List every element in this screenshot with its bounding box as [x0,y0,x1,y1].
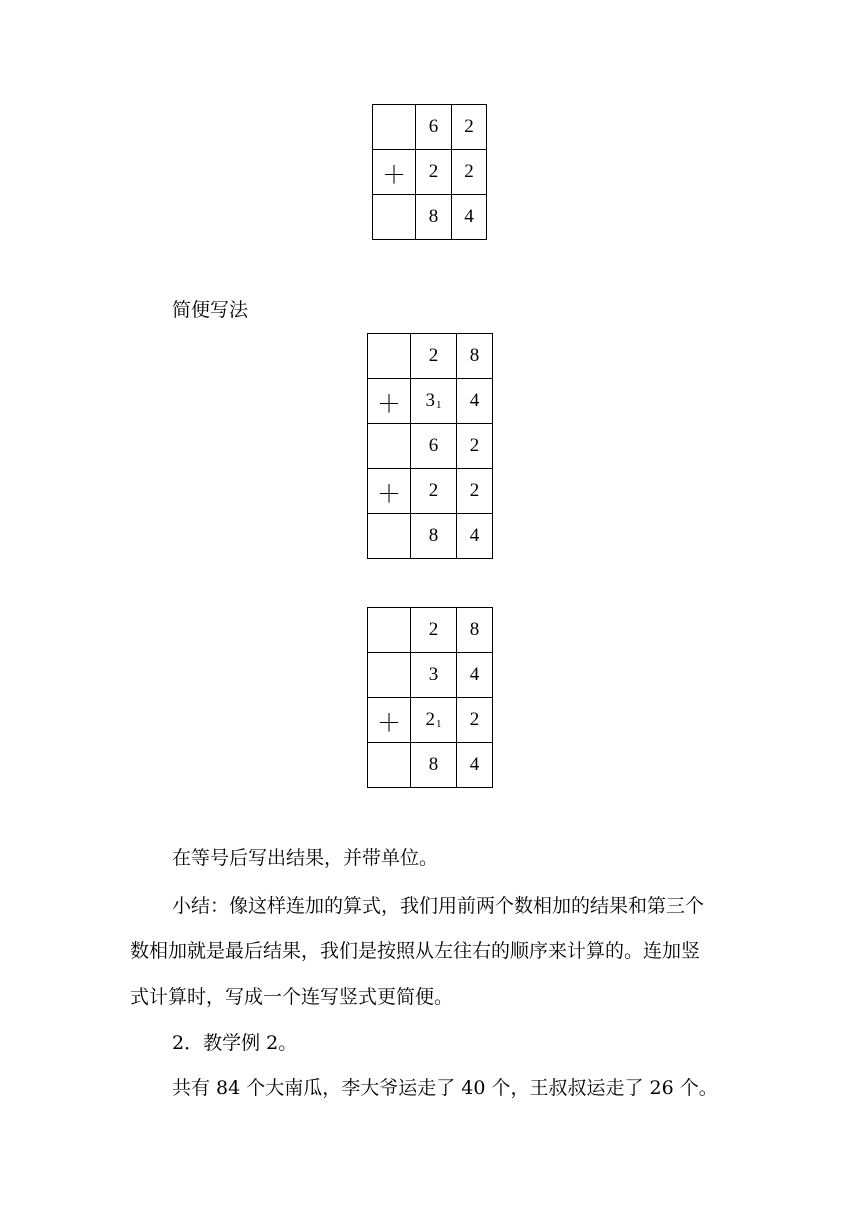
vertical-addition-continuous [367,333,493,559]
ones-digit: 4 [452,195,487,240]
calc-row [368,743,493,788]
tens-digit: $3_1$ [411,379,457,424]
operator-cell [368,653,411,698]
simple-method-label: 简便写法 [172,299,249,321]
ones-digit: 2 [452,150,487,195]
calc-row [368,379,493,424]
carry-mark: 1 [436,399,442,411]
ones-digit: 2 [457,469,493,514]
ones-digit: 4 [457,743,493,788]
tens-digit: 8 [411,743,457,788]
calc-row [368,424,493,469]
carry-mark: 1 [436,718,442,730]
operator-cell [368,334,411,379]
summary-line-3: 式计算时，写成一个连写竖式更简便。 [130,986,454,1008]
tens-digit: 6 [416,105,452,150]
tens-digit: 8 [411,514,457,559]
plus-sign: ＋ [368,469,411,514]
tens-digit: 3 [411,653,457,698]
ones-digit: 2 [457,698,493,743]
calc-row [368,653,493,698]
calc-row [368,334,493,379]
tens-digit: 2 [411,334,457,379]
result-note: 在等号后写出结果，并带单位。 [172,847,439,869]
tens-digit: 6 [411,424,457,469]
summary-line-2: 数相加就是最后结果，我们是按照从左往右的顺序来计算的。连加竖 [130,940,701,962]
calc-row [368,608,493,653]
calc-row [368,514,493,559]
operator-cell [368,424,411,469]
tens-digit: 2 [411,608,457,653]
ones-digit: 2 [452,105,487,150]
operator-cell [368,514,411,559]
summary-line-1: 小结：像这样连加的算式，我们用前两个数相加的结果和第三个 [172,895,705,917]
tens-digit: 2 [416,150,452,195]
calc-row [368,698,493,743]
tens-digit: $2_1$ [411,698,457,743]
ones-digit: 4 [457,514,493,559]
operator-cell [368,608,411,653]
tens-digit: 2 [411,469,457,514]
calc-row [373,195,487,240]
vertical-addition-three-numbers [367,607,493,788]
example-heading: 2．教学例 2。 [172,1032,298,1054]
calc-row [368,469,493,514]
operator-cell [373,105,416,150]
operator-cell [368,743,411,788]
plus-sign: ＋ [373,150,416,195]
problem-statement: 共有 84 个大南瓜，李大爷运走了 40 个，王叔叔运走了 26 个。 [172,1077,718,1099]
plus-sign: ＋ [368,698,411,743]
ones-digit: 8 [457,608,493,653]
calc-row [373,150,487,195]
calc-row [373,105,487,150]
ones-digit: 4 [457,379,493,424]
plus-sign: ＋ [368,379,411,424]
ones-digit: 4 [457,653,493,698]
operator-cell [373,195,416,240]
vertical-addition-62-plus-22 [372,104,487,240]
ones-digit: 8 [457,334,493,379]
ones-digit: 2 [457,424,493,469]
tens-digit: 8 [416,195,452,240]
